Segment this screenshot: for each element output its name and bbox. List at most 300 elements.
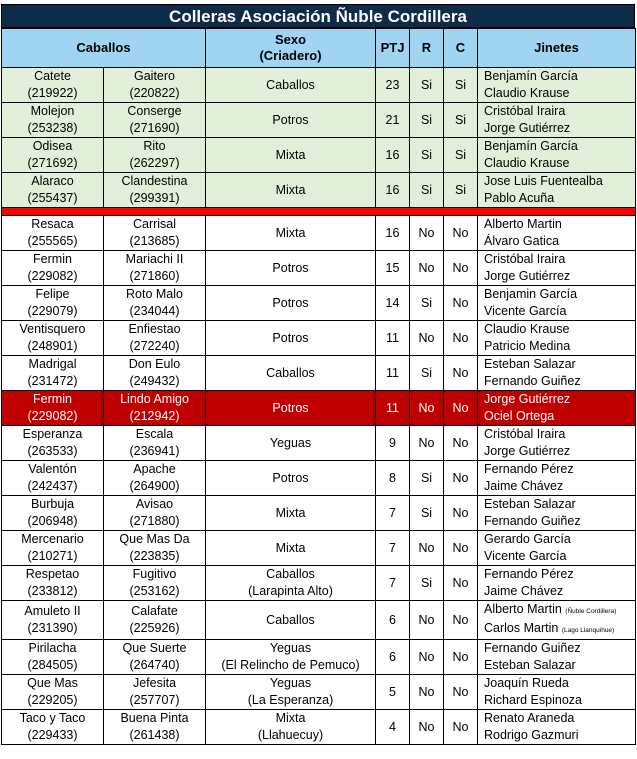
jinetes-cell: [478, 321, 636, 356]
jinete-2-line: [484, 513, 635, 530]
horse-1-cell: [2, 426, 104, 461]
criadero-value: (La Esperanza): [247, 693, 334, 707]
horse-1-id: (255565): [27, 234, 78, 248]
c-cell: No: [444, 461, 478, 496]
r-cell: No: [410, 426, 444, 461]
table-row: [2, 566, 636, 601]
horse-2-id: (213685): [129, 234, 180, 248]
table-row: [2, 286, 636, 321]
jinetes-cell: [478, 216, 636, 251]
horse-2-cell: [104, 710, 206, 745]
sexo-cell: [206, 251, 376, 286]
jinete-1-name: Jose Luis Fuentealba: [484, 174, 603, 188]
jinete-2-line: [484, 373, 635, 390]
ptj-cell: 14: [376, 286, 410, 321]
r-cell: No: [410, 391, 444, 426]
table-row: [2, 601, 636, 640]
jinetes-cell: [478, 251, 636, 286]
ptj-cell: 16: [376, 173, 410, 208]
jinete-1-line: [484, 710, 635, 727]
colleras-table: [1, 28, 636, 745]
criadero-value: (El Relincho de Pemuco): [221, 658, 360, 672]
ptj-cell: 7: [376, 496, 410, 531]
horse-1-cell: [2, 461, 104, 496]
jinetes-cell: [478, 675, 636, 710]
jinete-2-line: [484, 268, 635, 285]
sexo-value: Potros: [272, 470, 309, 485]
horse-2-id: (264900): [129, 479, 180, 493]
sheet-title: Colleras Asociación Ñuble Cordillera: [1, 4, 635, 28]
table-row: [2, 675, 636, 710]
jinetes-cell: [478, 566, 636, 601]
header-sexo: [206, 29, 376, 68]
jinete-2-name: Fernando Guiñez: [484, 514, 581, 528]
ptj-cell: 7: [376, 566, 410, 601]
sexo-value: Yeguas: [269, 641, 312, 655]
sexo-cell: [206, 426, 376, 461]
horse-1-name: Esperanza: [22, 427, 83, 441]
c-cell: No: [444, 675, 478, 710]
table-row: [2, 461, 636, 496]
table-row: [2, 710, 636, 745]
r-cell: Si: [410, 173, 444, 208]
r-cell: Si: [410, 356, 444, 391]
jinetes-cell: [478, 461, 636, 496]
jinetes-cell: [478, 640, 636, 675]
horse-2-cell: [104, 138, 206, 173]
jinetes-cell: [478, 496, 636, 531]
table-row: [2, 173, 636, 208]
horse-2-id: (236941): [129, 444, 180, 458]
table-row: [2, 138, 636, 173]
sexo-cell: [206, 461, 376, 496]
jinete-1-line: [484, 173, 635, 190]
sexo-cell: [206, 675, 376, 710]
sexo-cell: [206, 496, 376, 531]
criadero-value: (Llahuecuy): [257, 728, 324, 742]
c-cell: No: [444, 426, 478, 461]
ptj-cell: 16: [376, 138, 410, 173]
horse-1-name: Madrigal: [28, 357, 77, 371]
jinete-2-name: Rodrigo Gazmuri: [484, 728, 579, 742]
r-cell: No: [410, 710, 444, 745]
jinetes-cell: [478, 173, 636, 208]
horse-2-name: Clandestina: [121, 174, 188, 188]
jinete-1-line: [484, 426, 635, 443]
c-cell: Si: [444, 173, 478, 208]
r-cell: Si: [410, 286, 444, 321]
horse-1-name: Respetao: [25, 567, 80, 581]
horse-1-id: (248901): [27, 339, 78, 353]
horse-2-cell: [104, 391, 206, 426]
horse-2-id: (212942): [129, 409, 180, 423]
header-row: [2, 29, 636, 68]
horse-1-name: Pirilacha: [28, 641, 77, 655]
jinete-1-name: Jorge Gutiérrez: [484, 392, 571, 406]
r-cell: No: [410, 531, 444, 566]
horse-1-id: (233812): [27, 584, 78, 598]
horse-1-name: Molejon: [30, 104, 75, 118]
sexo-cell: [206, 173, 376, 208]
sexo-value: Caballos: [266, 365, 315, 380]
horse-2-cell: [104, 356, 206, 391]
ptj-cell: 11: [376, 391, 410, 426]
jinete-1-name: Cristóbal Iraira: [484, 104, 566, 118]
jinetes-cell: [478, 356, 636, 391]
horse-2-name: Conserge: [127, 104, 182, 118]
horse-1-name: Alaraco: [31, 174, 74, 188]
table-body: [2, 68, 636, 745]
horse-2-id: (234044): [129, 304, 180, 318]
horse-2-name: Don Eulo: [128, 357, 181, 371]
jinete-2-name: Jorge Gutiérrez: [484, 269, 571, 283]
sexo-value: Caballos: [266, 612, 315, 627]
colleras-sheet: [1, 4, 635, 745]
horse-1-name: Amuleto II: [24, 604, 81, 618]
jinete-1-name: Benjamín García: [484, 69, 578, 83]
horse-2-name: Gaitero: [134, 69, 175, 83]
ptj-cell: 6: [376, 601, 410, 640]
horse-1-cell: [2, 496, 104, 531]
horse-1-cell: [2, 286, 104, 321]
jinete-1-name: Cristóbal Iraira: [484, 252, 566, 266]
sexo-value: Mixta: [275, 711, 306, 725]
c-cell: No: [444, 251, 478, 286]
horse-1-cell: [2, 710, 104, 745]
header-criadero-label: (Criadero): [259, 48, 322, 63]
table-row: [2, 216, 636, 251]
horse-1-cell: [2, 173, 104, 208]
sexo-value: Potros: [272, 295, 309, 310]
horse-2-cell: [104, 216, 206, 251]
horse-2-name: Roto Malo: [126, 287, 183, 301]
c-cell: No: [444, 356, 478, 391]
jinete-2-line: [484, 120, 635, 137]
horse-2-name: Enfiestao: [128, 322, 181, 336]
jinete-1-line: [484, 391, 635, 408]
horse-2-name: Mariachi II: [125, 252, 184, 266]
sexo-value: Potros: [272, 260, 309, 275]
header-sexo-label: Sexo: [274, 32, 307, 47]
jinete-2-line: [484, 85, 635, 102]
jinete-2-name: Vicente García: [484, 304, 567, 318]
jinete-2-line: [484, 155, 635, 172]
jinete-2-line: [484, 727, 635, 744]
horse-1-name: Resaca: [31, 217, 74, 231]
jinete-1-line: [484, 496, 635, 513]
horse-2-cell: [104, 675, 206, 710]
horse-1-id: (255437): [27, 191, 78, 205]
horse-1-cell: [2, 601, 104, 640]
horse-2-id: (220822): [129, 86, 180, 100]
table-row: [2, 356, 636, 391]
jinete-1-note: (Ñuble Cordillera): [565, 608, 617, 615]
jinete-2-name: Richard Espinoza: [484, 693, 582, 707]
jinetes-cell: [478, 426, 636, 461]
sexo-value: Potros: [272, 112, 309, 127]
sexo-cell: [206, 68, 376, 103]
ptj-cell: 7: [376, 531, 410, 566]
horse-2-cell: [104, 426, 206, 461]
sexo-value: Caballos: [266, 567, 315, 581]
jinete-1-line: [484, 531, 635, 548]
jinete-1-line: [484, 640, 635, 657]
jinete-1-line: [484, 675, 635, 692]
c-cell: Si: [444, 68, 478, 103]
jinetes-cell: [478, 531, 636, 566]
ptj-cell: 21: [376, 103, 410, 138]
jinetes-cell: [478, 710, 636, 745]
horse-2-name: Carrisal: [132, 217, 177, 231]
c-cell: No: [444, 286, 478, 321]
horse-1-cell: [2, 356, 104, 391]
jinete-2-line: [484, 548, 635, 565]
jinete-1-name: Cristóbal Iraira: [484, 427, 566, 441]
jinete-1-name: Joaquín Rueda: [484, 676, 569, 690]
jinete-1-name: Esteban Salazar: [484, 357, 576, 371]
jinete-2-line: [484, 692, 635, 709]
table-row: [2, 426, 636, 461]
jinete-1-name: Alberto Martin: [484, 602, 562, 616]
ptj-cell: 8: [376, 461, 410, 496]
header-jinetes: Jinetes: [478, 29, 636, 68]
jinete-2-name: Vicente García: [484, 549, 567, 563]
horse-2-id: (249432): [129, 374, 180, 388]
jinete-1-line: [484, 68, 635, 85]
jinete-1-name: Claudio Krause: [484, 322, 570, 336]
jinete-1-line: [484, 461, 635, 478]
jinete-2-line: [484, 478, 635, 495]
jinete-1-name: Esteban Salazar: [484, 497, 576, 511]
horse-1-id: (253238): [27, 121, 78, 135]
horse-2-id: (262297): [129, 156, 180, 170]
horse-2-id: (299391): [129, 191, 180, 205]
header-caballos: Caballos: [2, 29, 206, 68]
jinete-2-line: [484, 190, 635, 207]
c-cell: No: [444, 566, 478, 601]
horse-2-name: Lindo Amigo: [120, 392, 189, 406]
r-cell: Si: [410, 496, 444, 531]
jinete-2-name: Esteban Salazar: [484, 658, 576, 672]
jinete-1-line: [484, 566, 635, 583]
jinete-2-name: Álvaro Gatica: [484, 234, 560, 248]
jinete-1-line: [484, 216, 635, 233]
jinete-2-line: [484, 620, 635, 639]
c-cell: No: [444, 531, 478, 566]
ptj-cell: 16: [376, 216, 410, 251]
sexo-value: Mixta: [275, 147, 306, 162]
horse-2-cell: [104, 640, 206, 675]
jinete-2-line: [484, 657, 635, 674]
jinete-2-note: (Lago Llanquihue): [561, 627, 615, 634]
sexo-cell: [206, 566, 376, 601]
horse-1-id: (263533): [27, 444, 78, 458]
jinete-2-name: Pablo Acuña: [484, 191, 555, 205]
horse-1-id: (231390): [27, 621, 78, 635]
sexo-cell: [206, 640, 376, 675]
horse-1-cell: [2, 640, 104, 675]
horse-1-id: (231472): [27, 374, 78, 388]
jinete-2-name: Ociel Ortega: [484, 409, 555, 423]
table-row: [2, 103, 636, 138]
horse-2-cell: [104, 251, 206, 286]
horse-1-id: (229079): [27, 304, 78, 318]
r-cell: Si: [410, 138, 444, 173]
r-cell: Si: [410, 566, 444, 601]
sexo-value: Potros: [272, 330, 309, 345]
jinete-1-line: [484, 138, 635, 155]
horse-2-id: (264740): [129, 658, 180, 672]
table-row: [2, 391, 636, 426]
jinete-2-name: Fernando Guiñez: [484, 374, 581, 388]
jinete-1-name: Alberto Martin: [484, 217, 562, 231]
horse-1-name: Mercenario: [21, 532, 84, 546]
r-cell: Si: [410, 103, 444, 138]
horse-2-cell: [104, 68, 206, 103]
jinete-1-line: [484, 286, 635, 303]
jinete-2-name: Carlos Martin: [484, 621, 559, 635]
jinete-2-line: [484, 303, 635, 320]
horse-2-name: Buena Pinta: [120, 711, 189, 725]
jinete-1-line: [484, 103, 635, 120]
horse-1-id: (229205): [27, 693, 78, 707]
ptj-cell: 5: [376, 675, 410, 710]
sexo-cell: [206, 321, 376, 356]
horse-2-cell: [104, 461, 206, 496]
horse-2-cell: [104, 173, 206, 208]
horse-2-id: (271690): [129, 121, 180, 135]
jinete-1-name: Gerardo García: [484, 532, 571, 546]
r-cell: No: [410, 640, 444, 675]
horse-2-cell: [104, 566, 206, 601]
jinete-2-line: [484, 443, 635, 460]
horse-1-cell: [2, 138, 104, 173]
separator-row: [2, 208, 636, 216]
horse-1-id: (210271): [27, 549, 78, 563]
horse-2-name: Fugitivo: [132, 567, 177, 581]
sexo-cell: [206, 103, 376, 138]
horse-1-cell: [2, 68, 104, 103]
horse-1-cell: [2, 216, 104, 251]
table-row: [2, 321, 636, 356]
r-cell: No: [410, 321, 444, 356]
jinetes-cell: [478, 103, 636, 138]
table-row: [2, 640, 636, 675]
sexo-value: Yeguas: [269, 435, 312, 450]
c-cell: No: [444, 216, 478, 251]
horse-1-name: Que Mas: [27, 676, 78, 690]
c-cell: No: [444, 321, 478, 356]
table-row: [2, 531, 636, 566]
ptj-cell: 23: [376, 68, 410, 103]
jinete-1-name: Fernando Guiñez: [484, 641, 581, 655]
jinete-1-name: Benjamin García: [484, 287, 578, 301]
horse-2-name: Apache: [133, 462, 176, 476]
horse-2-name: Que Mas Da: [119, 532, 190, 546]
horse-1-cell: [2, 391, 104, 426]
horse-1-name: Felipe: [35, 287, 70, 301]
r-cell: No: [410, 251, 444, 286]
jinetes-cell: [478, 601, 636, 640]
jinetes-cell: [478, 68, 636, 103]
jinete-2-name: Claudio Krause: [484, 86, 570, 100]
header-c: C: [444, 29, 478, 68]
jinete-2-name: Jaime Chávez: [484, 479, 564, 493]
horse-1-name: Catete: [34, 69, 71, 83]
c-cell: No: [444, 710, 478, 745]
horse-2-name: Calafate: [131, 604, 178, 618]
jinete-2-line: [484, 233, 635, 250]
horse-1-cell: [2, 321, 104, 356]
horse-2-id: (271880): [129, 514, 180, 528]
horse-2-cell: [104, 321, 206, 356]
sexo-value: Mixta: [275, 505, 306, 520]
c-cell: No: [444, 601, 478, 640]
horse-1-id: (271692): [27, 156, 78, 170]
ptj-cell: 11: [376, 356, 410, 391]
horse-2-cell: [104, 286, 206, 321]
horse-2-name: Rito: [143, 139, 166, 153]
jinete-1-line: [484, 321, 635, 338]
separator-bar: [2, 208, 636, 216]
sexo-value: Mixta: [275, 182, 306, 197]
horse-1-cell: [2, 531, 104, 566]
jinete-1-name: Fernando Pérez: [484, 462, 574, 476]
jinete-1-name: Fernando Pérez: [484, 567, 574, 581]
sexo-cell: [206, 286, 376, 321]
r-cell: No: [410, 601, 444, 640]
ptj-cell: 15: [376, 251, 410, 286]
jinete-1-name: Benjamín García: [484, 139, 578, 153]
horse-2-cell: [104, 531, 206, 566]
horse-1-id: (229433): [27, 728, 78, 742]
criadero-value: (Larapinta Alto): [248, 584, 333, 598]
horse-2-id: (225926): [129, 621, 180, 635]
sexo-value: Mixta: [275, 225, 306, 240]
jinetes-cell: [478, 391, 636, 426]
horse-1-id: (206948): [27, 514, 78, 528]
ptj-cell: 6: [376, 640, 410, 675]
horse-1-name: Odisea: [32, 139, 73, 153]
sexo-value: Caballos: [266, 77, 315, 92]
horse-1-name: Fermin: [33, 252, 72, 266]
c-cell: No: [444, 640, 478, 675]
c-cell: Si: [444, 103, 478, 138]
horse-1-id: (242437): [27, 479, 78, 493]
horse-1-id: (219922): [27, 86, 78, 100]
horse-2-id: (272240): [129, 339, 180, 353]
jinetes-cell: [478, 286, 636, 321]
horse-2-cell: [104, 103, 206, 138]
sexo-cell: [206, 531, 376, 566]
horse-1-cell: [2, 251, 104, 286]
jinete-2-name: Patricio Medina: [484, 339, 571, 353]
horse-2-id: (223835): [129, 549, 180, 563]
jinete-2-name: Claudio Krause: [484, 156, 570, 170]
horse-1-cell: [2, 103, 104, 138]
sexo-value: Potros: [272, 400, 309, 415]
r-cell: Si: [410, 68, 444, 103]
sexo-value: Yeguas: [269, 676, 312, 690]
horse-1-name: Ventisquero: [19, 322, 86, 336]
c-cell: No: [444, 391, 478, 426]
horse-2-id: (261438): [129, 728, 180, 742]
r-cell: No: [410, 216, 444, 251]
horse-2-id: (253162): [129, 584, 180, 598]
jinete-1-line: [484, 601, 635, 620]
horse-1-name: Fermin: [33, 392, 72, 406]
jinete-2-name: Jorge Gutiérrez: [484, 444, 571, 458]
